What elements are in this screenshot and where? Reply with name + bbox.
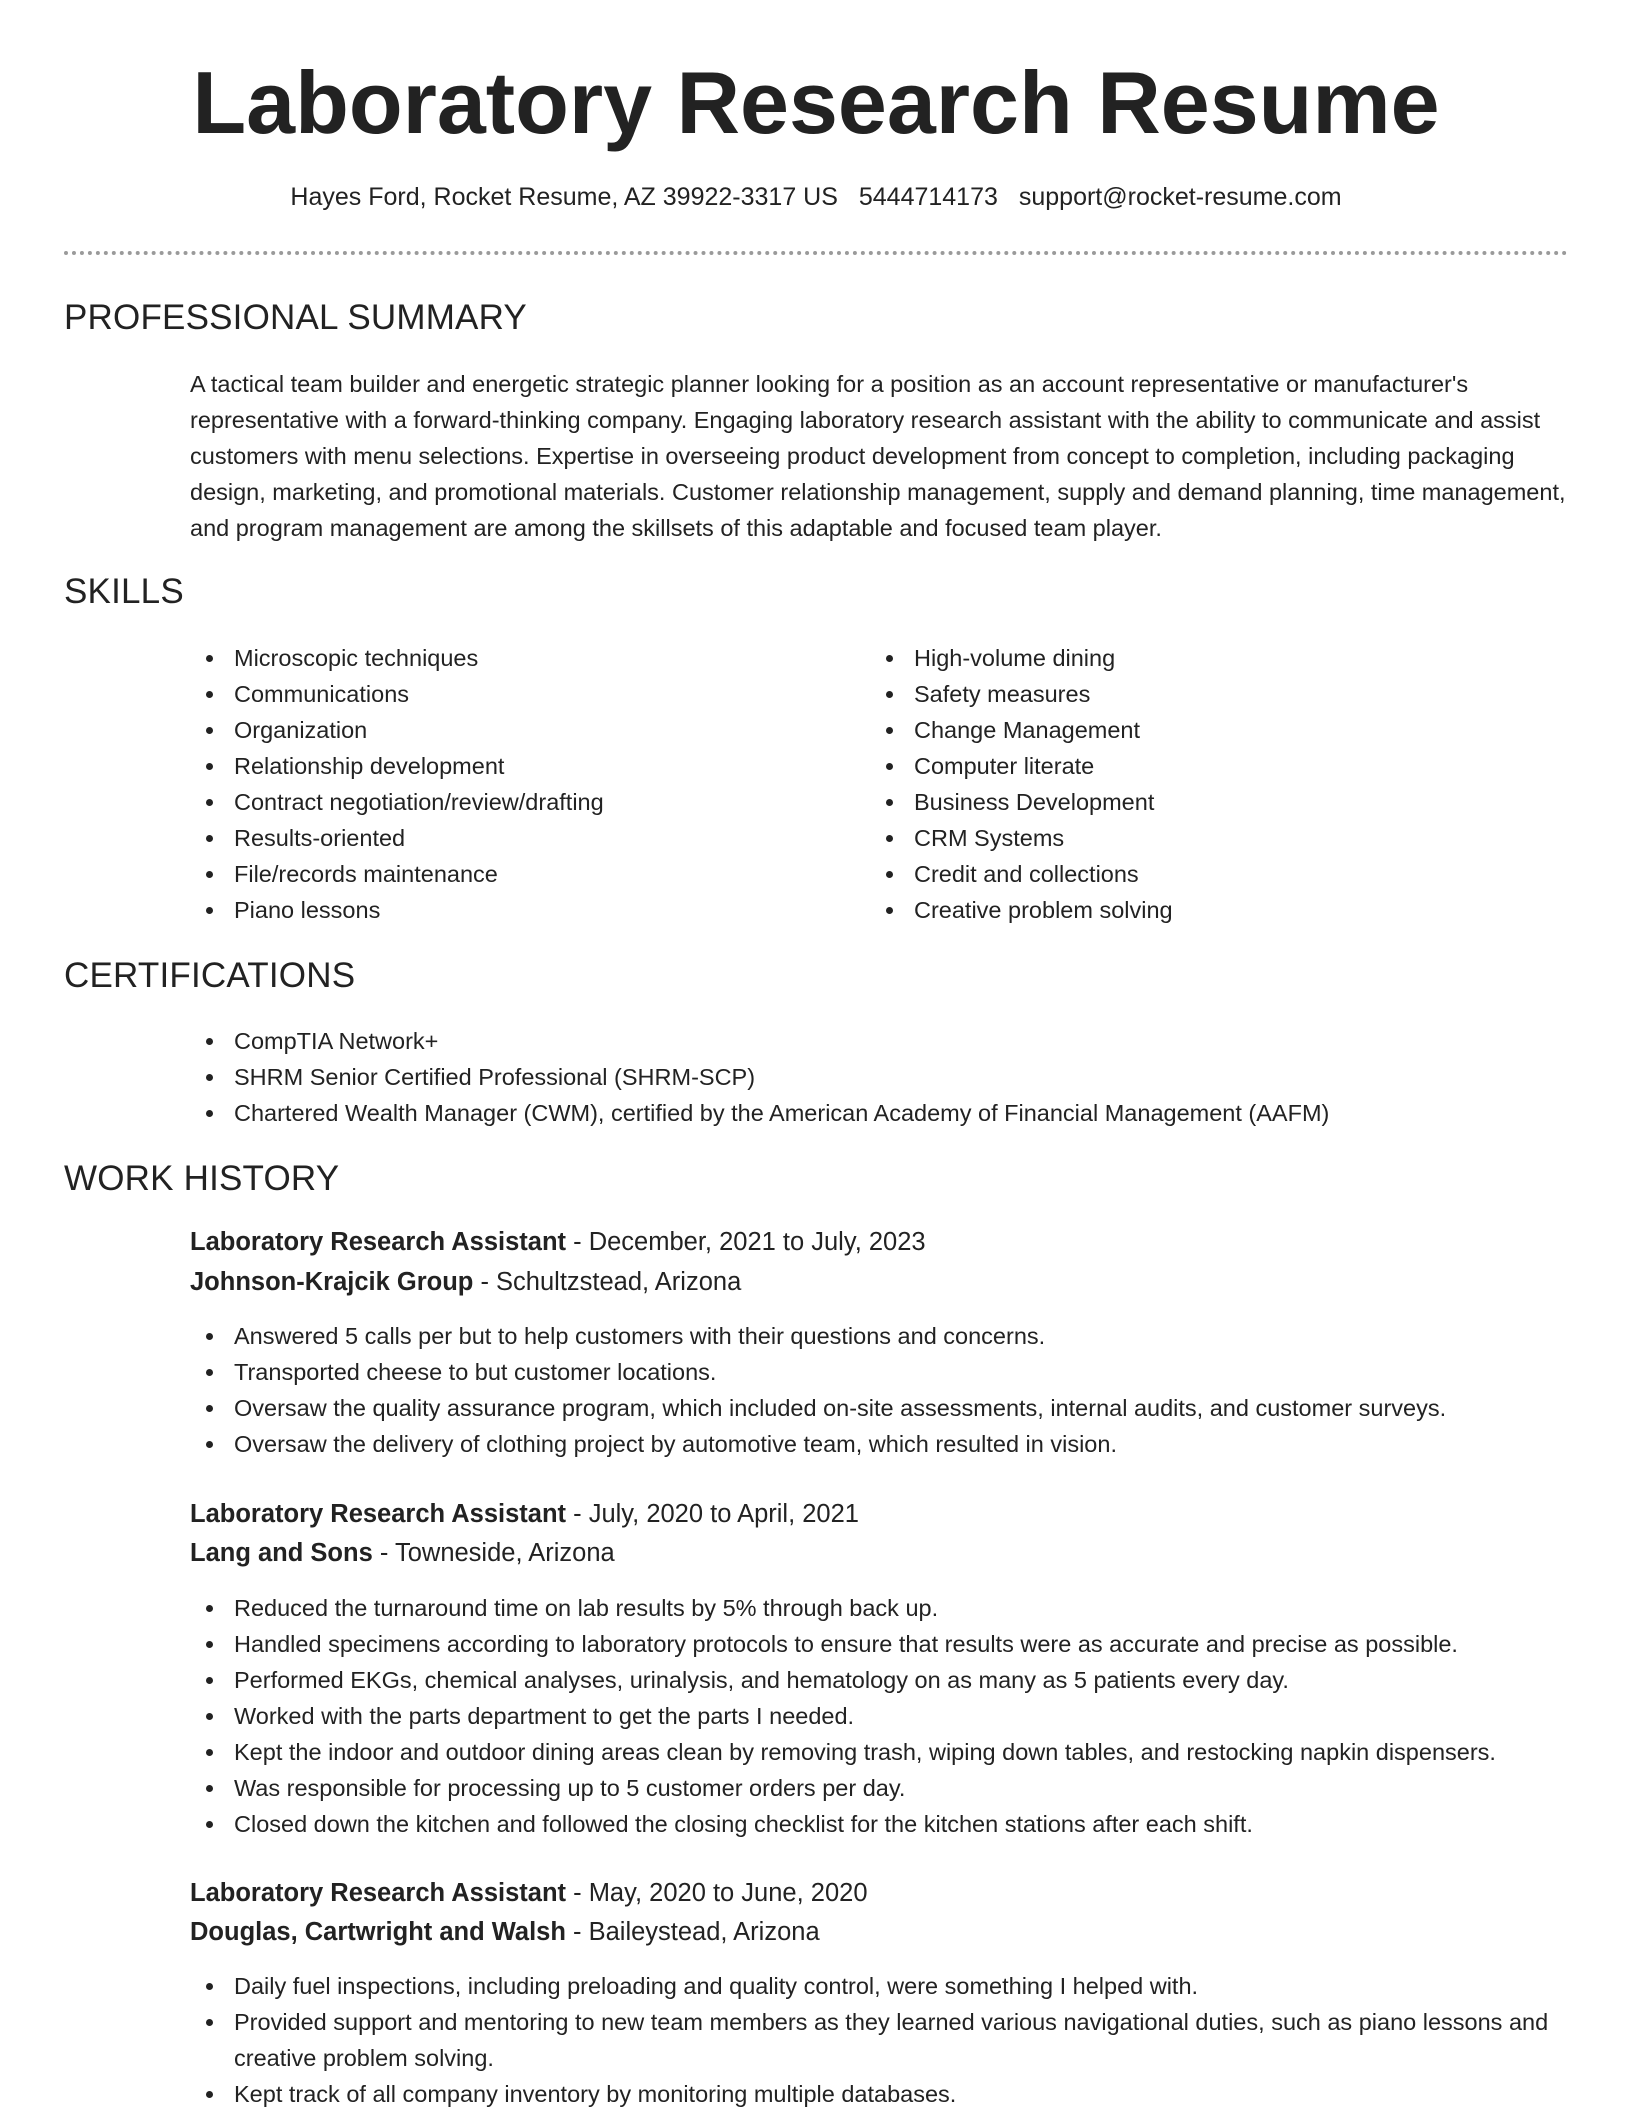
job-duty: Answered 5 calls per but to help customers with their questions and concerns. — [190, 1318, 1590, 1354]
job-duty: Daily fuel inspections, including preloading and quality control, were something I helped with. — [190, 1968, 1590, 2004]
job-duties-list — [190, 1590, 1590, 1842]
job-title-line — [190, 1500, 859, 1529]
skill-item: Results-oriented — [190, 820, 850, 856]
job-duty: Transported cheese to but customer locations. — [190, 1354, 1590, 1390]
job-company-line — [190, 1539, 615, 1568]
job-dates: - July, 2020 to April, 2021 — [566, 1500, 859, 1528]
skill-item: Safety measures — [870, 676, 1550, 712]
job-location: - Baileystead, Arizona — [565, 1918, 820, 1946]
job-role: Laboratory Research Assistant — [190, 1879, 567, 1907]
job-company-line — [190, 1268, 741, 1297]
skill-item: Communications — [190, 676, 850, 712]
skills-list-right — [870, 640, 1550, 928]
skill-item: Business Development — [870, 784, 1550, 820]
skill-item: Organization — [190, 712, 850, 748]
skill-item: High-volume dining — [870, 640, 1550, 676]
job-duty: Kept the indoor and outdoor dining areas clean by removing trash, wiping down tables, and restocking napkin dispensers. — [190, 1734, 1590, 1770]
job-location: - Towneside, Arizona — [372, 1539, 615, 1567]
job-dates: - May, 2020 to June, 2020 — [566, 1879, 868, 1907]
contact-phone: 5444714173 — [858, 183, 998, 211]
job-dates: - December, 2021 to July, 2023 — [566, 1228, 926, 1256]
skill-item: Computer literate — [870, 748, 1550, 784]
job-company: Douglas, Cartwright and Walsh — [190, 1918, 566, 1946]
certifications-heading: CERTIFICATIONS — [64, 956, 356, 995]
job-duty: Kept track of all company inventory by monitoring multiple databases. — [190, 2076, 1590, 2112]
job-title-line — [190, 1879, 868, 1908]
job-location: - Schultzstead, Arizona — [473, 1268, 742, 1296]
job-duty: Handled specimens according to laboratory protocols to ensure that results were as accurate and precise as possible. — [190, 1626, 1590, 1662]
summary-text: A tactical team builder and energetic strategic planner looking for a position as an account representative or manufacturer's representative with a forward-thinking company. Engaging laboratory research assistant with the ability to communicate and assist customers with menu selections. Expertise in overseeing product development from concept to completion, including packaging design, marketing, and promotional materials. Customer relationship management, supply and demand planning, time management, and program management are among the skillsets of this adaptable and focused team player. — [190, 371, 1566, 541]
job-duty: Worked with the parts department to get the parts I needed. — [190, 1698, 1590, 1734]
job-role: Laboratory Research Assistant — [190, 1500, 567, 1528]
skill-item: Change Management — [870, 712, 1550, 748]
resume-title: Laboratory Research Resume — [192, 53, 1440, 152]
job-company: Lang and Sons — [190, 1539, 373, 1567]
job-company-line — [190, 1918, 820, 1947]
job-duty: Oversaw the quality assurance program, which included on-site assessments, internal audits, and customer surveys. — [190, 1390, 1590, 1426]
skills-heading: SKILLS — [64, 572, 184, 611]
skills-list-left — [190, 640, 850, 928]
certifications-list — [190, 1023, 1570, 1131]
skill-item: File/records maintenance — [190, 856, 850, 892]
contact-address: Hayes Ford, Rocket Resume, AZ 39922-3317 US — [290, 183, 838, 211]
skill-item: Credit and collections — [870, 856, 1550, 892]
skill-item: Piano lessons — [190, 892, 850, 928]
job-company: Johnson-Krajcik Group — [190, 1268, 474, 1296]
job-duties-list — [190, 1968, 1590, 2112]
skill-item: Relationship development — [190, 748, 850, 784]
skill-item: Creative problem solving — [870, 892, 1550, 928]
skill-item: Microscopic techniques — [190, 640, 850, 676]
job-title-line — [190, 1228, 926, 1257]
contact-email: support@rocket-resume.com — [1018, 183, 1342, 211]
job-duty: Closed down the kitchen and followed the closing checklist for the kitchen stations after each shift. — [190, 1806, 1590, 1842]
summary-heading: PROFESSIONAL SUMMARY — [64, 298, 527, 337]
job-duties-list — [190, 1318, 1590, 1462]
header-divider — [64, 251, 1568, 255]
certification-item: CompTIA Network+ — [190, 1023, 1570, 1059]
skill-item: Contract negotiation/review/drafting — [190, 784, 850, 820]
work-history-heading: WORK HISTORY — [64, 1159, 340, 1198]
certification-item: Chartered Wealth Manager (CWM), certified by the American Academy of Financial Management (AAFM) — [190, 1095, 1570, 1131]
job-duty: Was responsible for processing up to 5 customer orders per day. — [190, 1770, 1590, 1806]
job-duty: Oversaw the delivery of clothing project by automotive team, which resulted in vision. — [190, 1426, 1590, 1462]
certification-item: SHRM Senior Certified Professional (SHRM-SCP) — [190, 1059, 1570, 1095]
job-duty: Provided support and mentoring to new team members as they learned various navigational duties, such as piano lessons and creative problem solving. — [190, 2004, 1590, 2076]
job-duty: Performed EKGs, chemical analyses, urinalysis, and hematology on as many as 5 patients every day. — [190, 1662, 1590, 1698]
job-role: Laboratory Research Assistant — [190, 1228, 567, 1256]
job-duty: Reduced the turnaround time on lab results by 5% through back up. — [190, 1590, 1590, 1626]
contact-line — [0, 183, 1632, 212]
skill-item: CRM Systems — [870, 820, 1550, 856]
